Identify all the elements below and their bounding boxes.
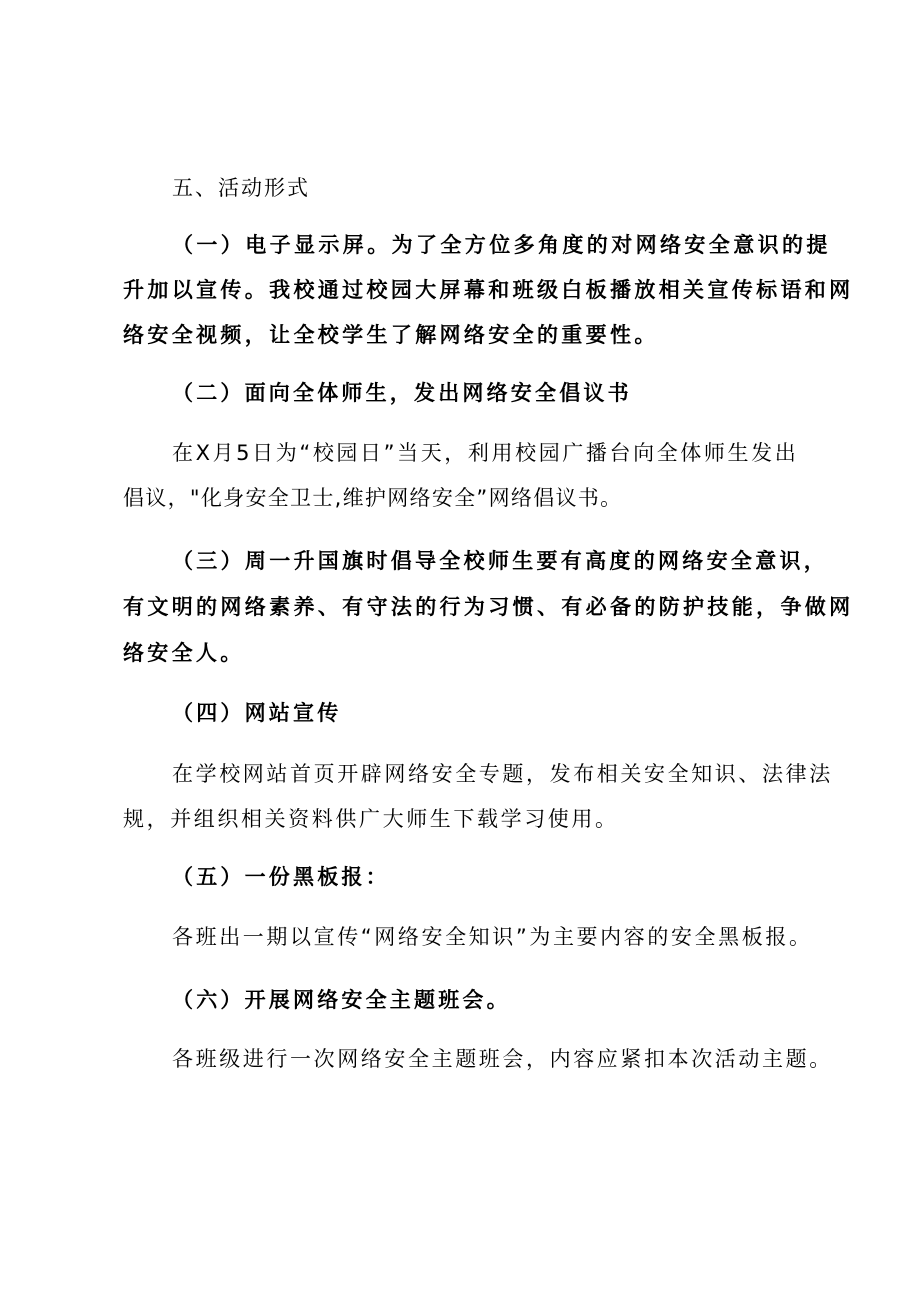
section-4-title: （四）网站宣传	[172, 701, 342, 725]
section-1-title-line-3: 络安全视频，让全校学生了解网络安全的重要性。	[123, 323, 659, 347]
section-2-body-line-2: 倡议，"化身安全卫士,维护网络安全”网络倡议书。	[123, 486, 623, 510]
section-5-body: 各班出一期以宣传“网络安全知识”为主要内容的安全黑板报。	[172, 925, 813, 949]
section-3-title-line-2: 有文明的网络素养、有守法的行为习惯、有必备的防护技能，争做网	[123, 595, 854, 619]
section-3-title-line-3: 络安全人。	[123, 641, 245, 665]
section-4-body-line-1: 在学校网站首页开辟网络安全专题，发布相关安全知识、法律法	[172, 762, 833, 786]
section-2-body-line-1: 在X月5日为“校园日”当天，利用校园广播台向全体师生发出	[172, 441, 799, 465]
section-1-title-line-2: 升加以宣传。我校通过校园大屏幕和班级白板播放相关宣传标语和网	[123, 278, 854, 302]
section-2-title: （二）面向全体师生，发出网络安全倡议书	[172, 381, 632, 405]
section-6-body: 各班级进行一次网络安全主题班会，内容应紧扣本次活动主题。	[172, 1047, 833, 1071]
section-4-body-line-2: 规，并组织相关资料供广大师生下载学习使用。	[123, 807, 619, 831]
section-3-title-line-1: （三）周一升国旗时倡导全校师生要有高度的网络安全意识，	[172, 549, 829, 573]
section-6-title: （六）开展网络安全主题班会。	[172, 988, 511, 1012]
section-heading: 五、活动形式	[172, 176, 310, 200]
section-1-title-line-1: （一）电子显示屏。为了全方位多角度的对网络安全意识的提	[172, 233, 831, 257]
section-5-title: （五）一份黑板报：	[172, 865, 390, 889]
